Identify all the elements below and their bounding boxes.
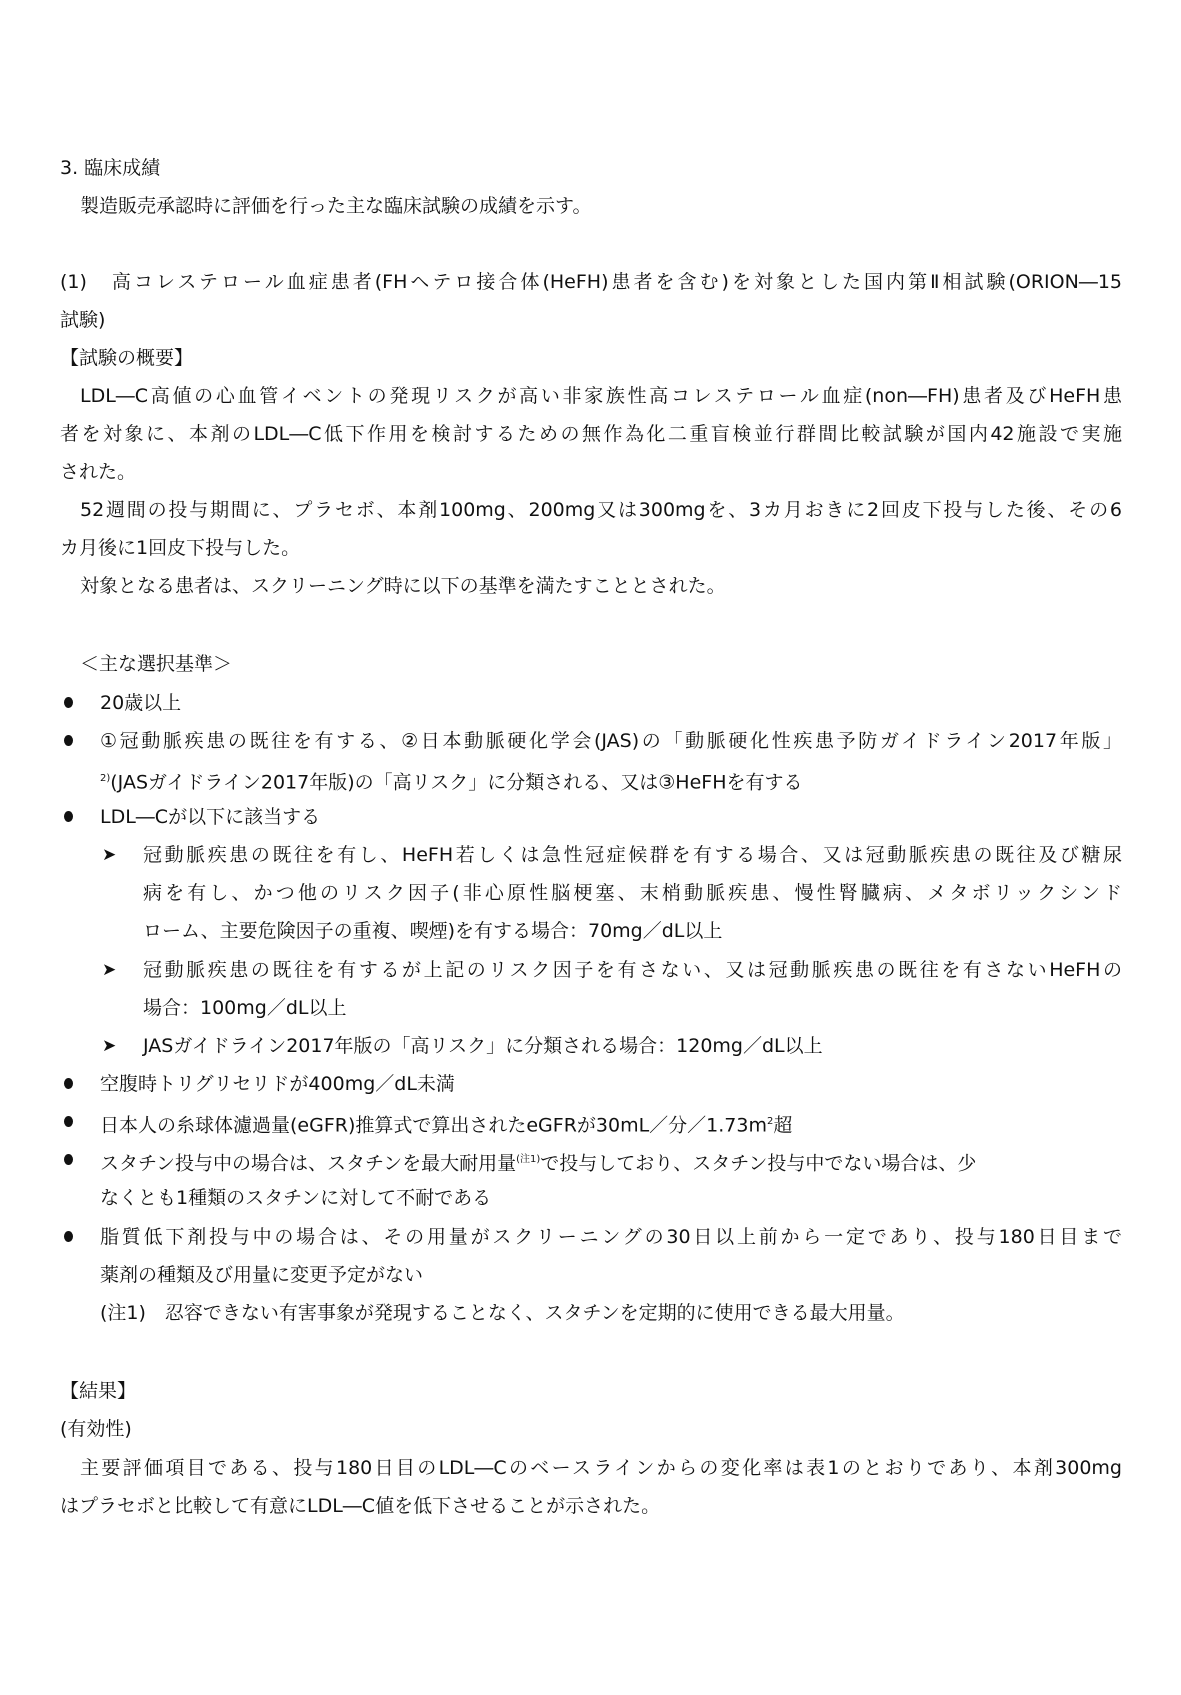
criterion-text: (JASガイドライン2017年版)の「高リスク」に分類される、又は③HeFHを有する — [110, 771, 803, 794]
criteria-heading: ＜主な選択基準＞ — [80, 653, 233, 675]
criterion: ①冠動脈疾患の既往を有する、②日本動脈硬化学会(JAS)の「動脈硬化性疾患予防ガイドライン2017年版」 — [100, 730, 1122, 752]
sub-criterion: 冠動脈疾患の既往を有するが上記のリスク因子を有さない、又は冠動脈疾患の既往を有さないHeFHの — [143, 959, 1122, 981]
criterion-cont — [100, 767, 802, 794]
intro-text: 製造販売承認時に評価を行った主な臨床試験の成績を示す。 — [80, 195, 592, 217]
criterion: 脂質低下剤投与中の場合は、その用量がスクリーニングの30日以上前から一定であり、投与180日目まで — [100, 1226, 1122, 1248]
reference-mark: 2) — [100, 773, 111, 784]
bullet-icon — [64, 697, 73, 708]
superscript: 2 — [767, 1116, 774, 1127]
criterion-text: スタチン投与中の場合は、スタチンを最大耐用量 — [100, 1152, 517, 1175]
arrow-bullet-icon: ➤ — [102, 1036, 117, 1056]
criterion: 空腹時トリグリセリドが400mg／dL未満 — [100, 1073, 455, 1095]
efficacy-heading: (有効性) — [60, 1418, 132, 1440]
arrow-bullet-icon: ➤ — [102, 845, 117, 865]
criterion-cont: 薬剤の種類及び用量に変更予定がない — [100, 1264, 424, 1286]
criterion-text: で投与しており、スタチン投与中でない場合は、少 — [540, 1152, 977, 1175]
note-mark: (注1) — [516, 1154, 541, 1165]
results-text: はプラセボと比較して有意にLDL―C値を低下させることが示された。 — [60, 1495, 661, 1517]
overview-text: カ月後に1回皮下投与した。 — [60, 537, 301, 559]
sub-criterion: 場合：100mg／dL以上 — [143, 997, 347, 1019]
study-title-cont: 試験) — [60, 309, 106, 331]
sub-criterion: ローム、主要危険因子の重複、喫煙)を有する場合：70mg／dL以上 — [143, 920, 723, 942]
overview-text: 52週間の投与期間に、プラセボ、本剤100mg、200mg又は300mgを、3カ月おきに2回皮下投与した後、その6 — [80, 499, 1122, 521]
bullet-icon — [64, 1078, 73, 1089]
overview-text: LDL―C高値の心血管イベントの発現リスクが高い非家族性高コレステロール血症(non―FH)患者及びHeFH患 — [80, 385, 1122, 407]
results-heading: 【結果】 — [60, 1380, 137, 1402]
bullet-icon — [64, 811, 73, 822]
criterion: 20歳以上 — [100, 692, 182, 714]
sub-criterion: 病を有し、かつ他のリスク因子(非心原性脳梗塞、末梢動脈疾患、慢性腎臓病、メタボリックシンド — [143, 882, 1122, 904]
overview-text: 者を対象に、本剤のLDL―C低下作用を検討するための無作為化二重盲検並行群間比較試験が国内42施設で実施 — [60, 423, 1122, 445]
footnote: (注1) 忍容できない有害事象が発現することなく、スタチンを定期的に使用できる最大用量。 — [100, 1302, 905, 1324]
criterion-cont: なくとも1種類のスタチンに対して不耐である — [100, 1187, 492, 1209]
section-title: 3. 臨床成績 — [60, 157, 161, 179]
sub-criterion: 冠動脈疾患の既往を有し、HeFH若しくは急性冠症候群を有する場合、又は冠動脈疾患の既往及び糖尿 — [143, 844, 1122, 866]
bullet-icon — [64, 1116, 73, 1127]
criterion-text: 超 — [773, 1114, 793, 1137]
bullet-icon — [64, 735, 73, 746]
arrow-bullet-icon: ➤ — [102, 960, 117, 980]
bullet-icon — [64, 1154, 73, 1165]
results-text: 主要評価項目である、投与180日目のLDL―Cのベースラインからの変化率は表1のとおりであり、本剤300mg — [80, 1457, 1122, 1479]
criterion — [100, 1110, 792, 1137]
criterion: LDL―Cが以下に該当する — [100, 806, 321, 828]
bullet-icon — [64, 1231, 73, 1242]
sub-criterion: JASガイドライン2017年版の「高リスク」に分類される場合：120mg／dL以上 — [143, 1035, 823, 1057]
study-title: (1) 高コレステロール血症患者(FHヘテロ接合体(HeFH)患者を含む)を対象とした国内第Ⅱ相試験(ORION―15 — [60, 271, 1122, 293]
overview-text: 対象となる患者は、スクリーニング時に以下の基準を満たすこととされた。 — [80, 575, 726, 597]
criterion-text: 日本人の糸球体濾過量(eGFR)推算式で算出されたeGFRが30mL／分／1.73m — [100, 1114, 767, 1137]
overview-text: された。 — [60, 461, 137, 483]
criterion — [100, 1148, 976, 1175]
overview-heading: 【試験の概要】 — [60, 347, 194, 369]
